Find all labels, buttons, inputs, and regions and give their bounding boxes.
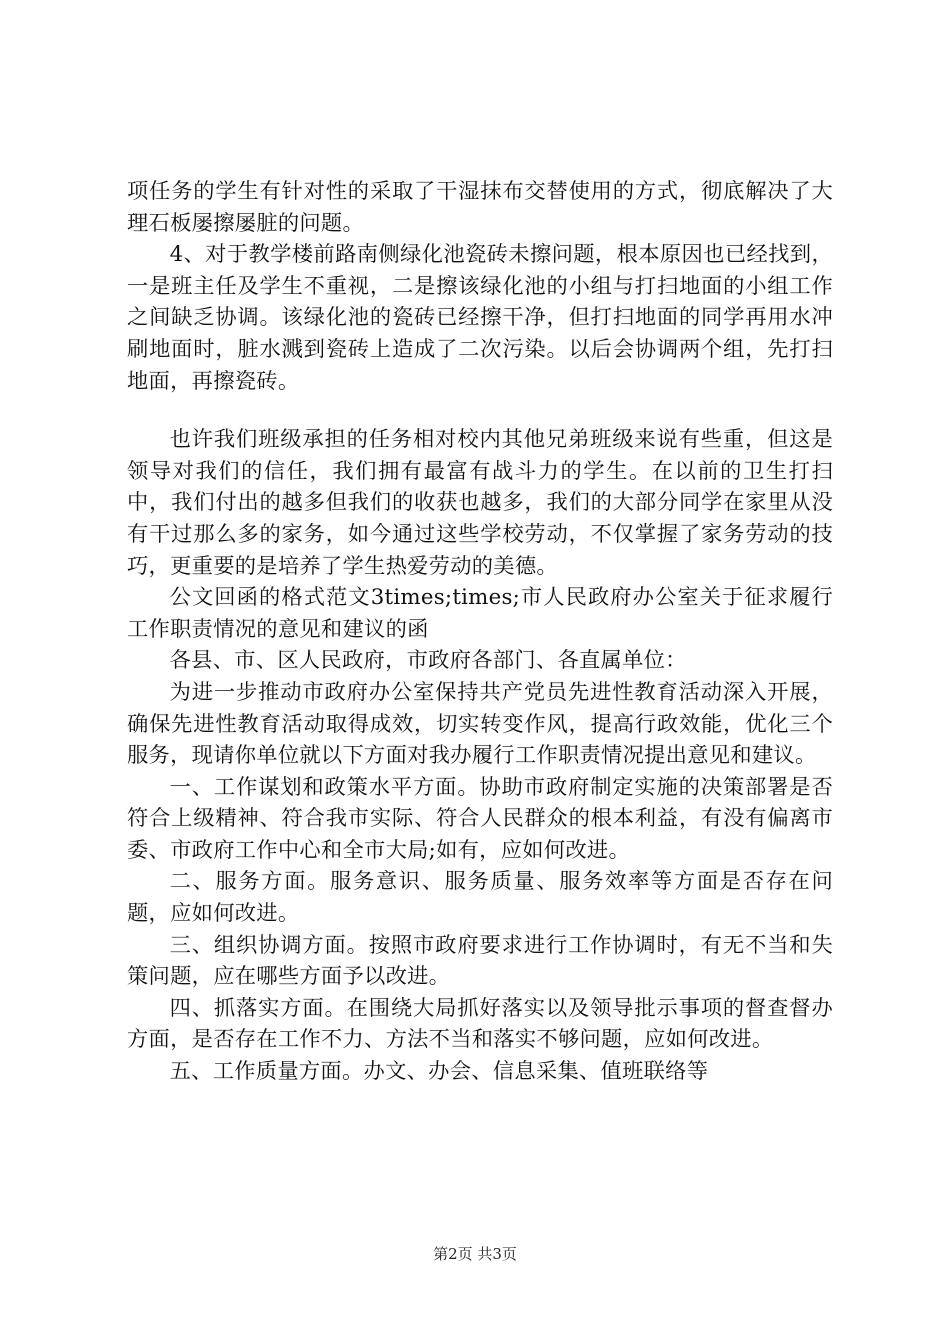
paragraph-10: 四、抓落实方面。在围绕大局抓好落实以及领导批示事项的督查督办方面，是否存在工作不力、方法不当和落实不够问题，应如何改进。 [127,995,833,1053]
paragraph-3: 也许我们班级承担的任务相对校内其他兄弟班级来说有些重，但这是领导对我们的信任，我们拥有最富有战斗力的学生。在以前的卫生打扫中，我们付出的越多但我们的收获也越多，我们的大部分同学在家里从没有干过那么多的家务，如今通过这些学校劳动，不仅掌握了家务劳动的技巧，更重要的是培养了学生热爱劳动的美德。 [127,427,833,579]
paragraph-7: 一、工作谋划和政策水平方面。协助市政府制定实施的决策部署是否符合上级精神、符合我市实际、符合人民群众的根本利益，有没有偏离市委、市政府工作中心和全市大局;如有，应如何改进。 [127,774,833,863]
paragraph-5: 各县、市、区人民政府，市政府各部门、各直属单位： [169,648,687,674]
paragraph-4: 公文回函的格式范文3times;times;市人民政府办公室关于征求履行工作职责情况的意见和建议的函 [127,585,833,642]
paragraph-11: 五、工作质量方面。办文、办会、信息采集、值班联络等 [169,1059,709,1085]
page-footer: 第2页 共3页 [433,1245,517,1263]
paragraph-gap [127,397,833,424]
paragraph-8: 二、服务方面。服务意识、服务质量、服务效率等方面是否存在问题，应如何改进。 [127,869,833,927]
paragraph-2: 4、对于教学楼前路南侧绿化池瓷砖未擦问题，根本原因也已经找到，一是班主任及学生不重视，二是擦该绿化池的小组与打扫地面的小组工作之间缺乏协调。该绿化池的瓷砖已经擦干净，但打扫地面的同学再用水冲刷地面时，脏水溅到瓷砖上造成了二次污染。以后会协调两个组，先打扫地面，再擦瓷砖。 [127,242,833,394]
document-body [127,176,833,1088]
paragraph-1: 项任务的学生有针对性的采取了干湿抹布交替使用的方式，彻底解决了大理石板屡擦屡脏的问题。 [127,179,833,236]
paragraph-6: 为进一步推动市政府办公室保持共产党员先进性教育活动深入开展，确保先进性教育活动取得成效，切实转变作风，提高行政效能，优化三个服务，现请你单位就以下方面对我办履行工作职责情况提出意见和建议。 [127,679,833,769]
paragraph-9: 三、组织协调方面。按照市政府要求进行工作协调时，有无不当和失策问题，应在哪些方面予以改进。 [127,932,833,990]
